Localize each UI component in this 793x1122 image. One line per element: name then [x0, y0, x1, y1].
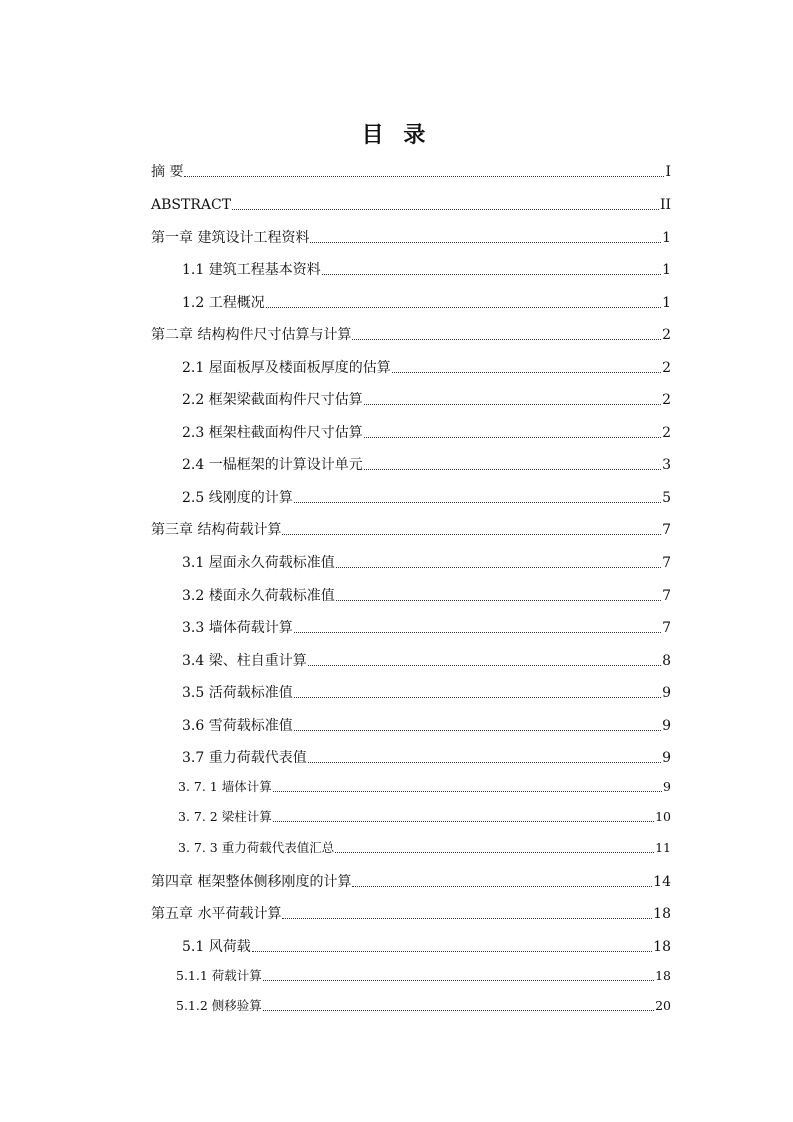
toc-entry-page: 9 — [662, 685, 671, 701]
leader-dots — [273, 790, 662, 792]
toc-entry-label: 3.3 墙体荷载计算 — [182, 620, 293, 636]
leader-dots — [252, 950, 652, 952]
toc-entry[interactable] — [178, 778, 671, 796]
leader-dots — [184, 175, 664, 177]
toc-entry[interactable] — [182, 587, 671, 605]
leader-dots — [308, 664, 661, 666]
leader-dots — [335, 851, 654, 853]
toc-entry[interactable] — [151, 326, 671, 344]
leader-dots — [352, 338, 661, 340]
toc-entry-label: 2.4 一榀框架的计算设计单元 — [182, 457, 363, 473]
toc-entry-page: 2 — [662, 392, 671, 408]
toc-entry[interactable] — [151, 163, 671, 181]
leader-dots — [266, 306, 661, 308]
toc-entry-label: 第一章 建筑设计工程资料 — [151, 230, 310, 246]
toc-entry-page: 7 — [662, 555, 671, 571]
toc-entry-page: 2 — [662, 425, 671, 441]
toc-entry-page: 5 — [662, 490, 671, 506]
toc-entry-page: 1 — [662, 262, 671, 278]
leader-dots — [282, 917, 652, 919]
toc-entry-page: 18 — [653, 906, 671, 922]
toc-entry-label: 3.2 楼面永久荷载标准值 — [182, 588, 335, 604]
toc-entry-label: 3.5 活荷载标准值 — [182, 685, 293, 701]
toc-entry-label: 3. 7. 2 梁柱计算 — [178, 809, 272, 824]
leader-dots — [294, 729, 661, 731]
toc-entry-label: 1.1 建筑工程基本资料 — [182, 262, 321, 278]
toc-entry-label: 第二章 结构构件尺寸估算与计算 — [151, 327, 352, 343]
leader-dots — [336, 566, 661, 568]
toc-entry-label: 3.1 屋面永久荷载标准值 — [182, 555, 335, 571]
toc-entry[interactable] — [182, 554, 671, 572]
leader-dots — [263, 1009, 654, 1011]
toc-entry[interactable] — [182, 424, 671, 442]
leader-dots — [294, 696, 661, 698]
toc-entry-label: 2.1 屋面板厚及楼面板厚度的估算 — [182, 360, 391, 376]
toc-entry-label: 第四章 框架整体侧移刚度的计算 — [151, 874, 352, 890]
toc-entry-page: I — [665, 164, 671, 180]
leader-dots — [294, 501, 661, 503]
leader-dots — [364, 403, 661, 405]
toc-entry-page: 2 — [662, 360, 671, 376]
toc-entry[interactable] — [182, 456, 671, 474]
leader-dots — [232, 208, 659, 210]
toc-entry-label: 5.1.1 荷载计算 — [176, 968, 262, 983]
leader-dots — [310, 241, 661, 243]
toc-entry-page: 9 — [662, 750, 671, 766]
toc-entry[interactable] — [176, 997, 671, 1015]
toc-entry[interactable] — [182, 619, 671, 637]
toc-entry-label: 第三章 结构荷载计算 — [151, 522, 282, 538]
toc-entry-page: 18 — [655, 968, 671, 983]
toc-entry-label: 3.7 重力荷载代表值 — [182, 750, 307, 766]
page-title: 目 录 — [361, 123, 432, 148]
leader-dots — [308, 761, 661, 763]
toc-entry-label: 2.3 框架柱截面构件尺寸估算 — [182, 425, 363, 441]
toc-entry[interactable] — [182, 294, 671, 312]
toc-entry[interactable] — [182, 717, 671, 735]
toc-entry[interactable] — [182, 749, 671, 767]
toc-entry-page: 20 — [655, 998, 671, 1013]
toc-entry-page: 10 — [655, 809, 671, 824]
toc-entry[interactable] — [151, 873, 671, 891]
toc-entry-label: 3.4 梁、柱自重计算 — [182, 653, 307, 669]
toc-entry-label: 3. 7. 1 墙体计算 — [178, 779, 272, 794]
toc-entry-label: 5.1 风荷载 — [182, 939, 251, 955]
toc-entry[interactable] — [151, 229, 671, 247]
leader-dots — [273, 820, 654, 822]
toc-entry-page: 11 — [655, 840, 671, 855]
leader-dots — [263, 979, 654, 981]
toc-entry-label: 5.1.2 侧移验算 — [176, 998, 262, 1013]
leader-dots — [294, 631, 661, 633]
toc-entry-page: 18 — [653, 939, 671, 955]
toc-entry[interactable] — [182, 652, 671, 670]
toc-entry-label: 3.6 雪荷载标准值 — [182, 718, 293, 734]
leader-dots — [352, 885, 652, 887]
toc-entry-label: 2.2 框架梁截面构件尺寸估算 — [182, 392, 363, 408]
toc-entry-page: 14 — [653, 874, 671, 890]
leader-dots — [392, 371, 661, 373]
toc-entry[interactable] — [151, 521, 671, 539]
toc-entry[interactable] — [182, 684, 671, 702]
toc-entry[interactable] — [151, 905, 671, 923]
leader-dots — [364, 468, 661, 470]
toc-entry[interactable] — [182, 359, 671, 377]
toc-entry[interactable] — [182, 391, 671, 409]
toc-entry[interactable] — [182, 938, 671, 956]
toc-entry-page: 1 — [662, 295, 671, 311]
toc-entry-page: 7 — [662, 522, 671, 538]
toc-entry[interactable] — [176, 967, 671, 985]
toc-entry-page: 2 — [662, 327, 671, 343]
toc-entry-label: 1.2 工程概况 — [182, 295, 265, 311]
toc-entry-label: 2.5 线刚度的计算 — [182, 490, 293, 506]
toc-entry-label: 摘 要 — [151, 164, 184, 180]
leader-dots — [336, 599, 661, 601]
toc-entry-page: 8 — [662, 653, 671, 669]
toc-entry-label: ABSTRACT — [151, 197, 232, 213]
toc-entry-page: 9 — [662, 718, 671, 734]
toc-entry-page: II — [659, 197, 671, 213]
toc-entry-page: 3 — [662, 457, 671, 473]
toc-entry[interactable] — [178, 808, 671, 826]
toc-entry[interactable] — [178, 839, 671, 857]
toc-entry[interactable] — [182, 261, 671, 279]
toc-entry-page: 7 — [662, 620, 671, 636]
toc-entry[interactable] — [151, 196, 671, 214]
toc-entry-label: 第五章 水平荷载计算 — [151, 906, 282, 922]
toc-entry-page: 9 — [663, 779, 671, 794]
leader-dots — [282, 533, 661, 535]
leader-dots — [322, 273, 661, 275]
toc-entry-page: 7 — [662, 588, 671, 604]
leader-dots — [364, 436, 661, 438]
toc-entry[interactable] — [182, 489, 671, 507]
toc-entry-label: 3. 7. 3 重力荷载代表值汇总 — [178, 840, 335, 855]
toc-entry-page: 1 — [662, 230, 671, 246]
